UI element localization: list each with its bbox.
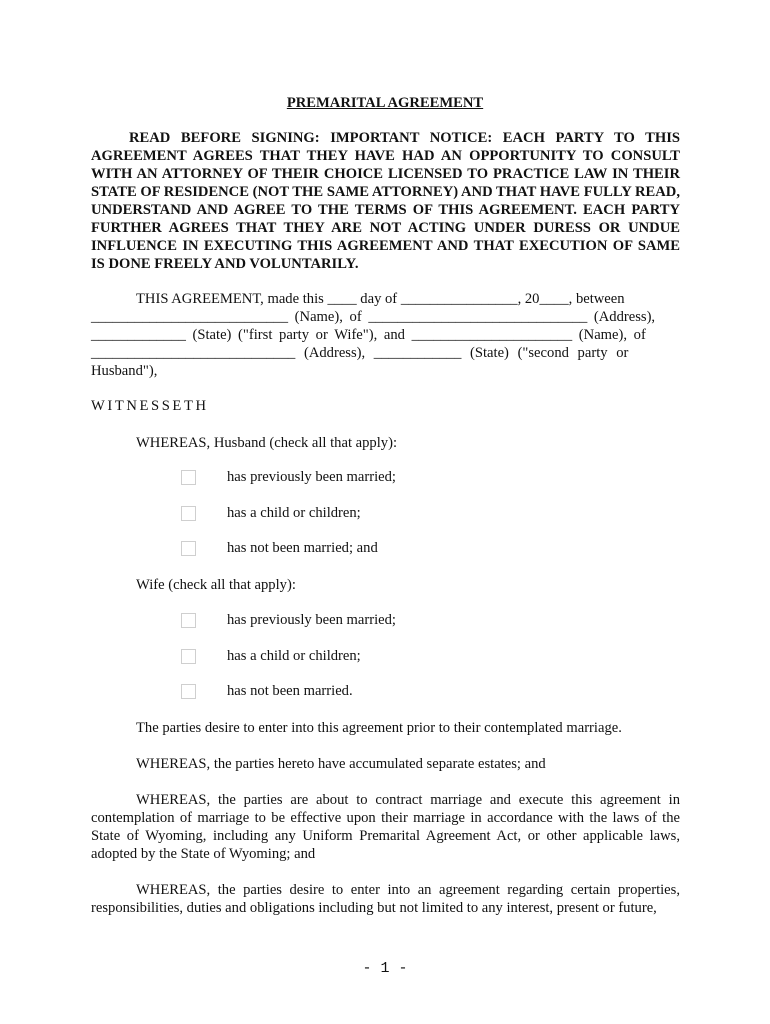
husband-children-checkbox[interactable] [181,506,196,521]
husband-option-label: has previously been married; [227,469,396,485]
wife-previously-married-checkbox[interactable] [181,613,196,628]
document-title: PREMARITAL AGREEMENT [286,95,484,111]
whereas-contract-marriage: WHEREAS, the parties are about to contract marriage and execute this agreement in contemplation of marriage to be effective upon their marriage in accordance with the laws of the State of Wyoming, including any Uniform Premarital Agreement Act, or other applicable laws, adopted by the State of Wyoming; and [91,792,680,862]
wife-children-checkbox[interactable] [181,649,196,664]
wife-not-married-checkbox[interactable] [181,684,196,699]
husband-intro: WHEREAS, Husband (check all that apply): [136,435,397,451]
husband-option-not-married[interactable] [181,539,378,557]
contemplated-marriage-text: The parties desire to enter into this agreement prior to their contemplated marriage. [136,720,622,736]
wife-option-label: has not been married. [227,683,353,699]
agreement-line-3-text: _____________ (State) ("first party or Wife"), and ______________________ (Name), of [91,327,646,343]
husband-option-children[interactable] [181,504,361,522]
agreement-line-4 [91,344,680,362]
husband-not-married-checkbox[interactable] [181,541,196,556]
agreement-line-3 [91,326,680,344]
wife-intro: Wife (check all that apply): [136,577,296,593]
page-number: - 1 - [362,960,408,977]
agreement-line-1: THIS AGREEMENT, made this ____ day of ________________, 20____, between [136,291,625,307]
agreement-line-5: Husband"), [91,363,158,379]
wife-option-previously-married[interactable] [181,611,396,629]
husband-option-previously-married[interactable] [181,468,396,486]
agreement-line-4-text: ____________________________ (Address), ____________ (State) ("second party or [91,345,629,361]
husband-option-label: has not been married; and [227,540,378,556]
agreement-parties-block [91,290,680,380]
agreement-line-2-text: ___________________________ (Name), of ______________________________ (Address), [91,309,656,325]
whereas-separate-estates: WHEREAS, the parties hereto have accumulated separate estates; and [136,756,546,772]
whereas-properties: WHEREAS, the parties desire to enter into an agreement regarding certain properties, responsibilities, duties and obligations including but not limited to any interest, present or future, [91,882,680,916]
agreement-line-2 [91,308,680,326]
wife-option-not-married[interactable] [181,682,353,700]
witnesseth-heading: WITNESSETH [91,398,209,414]
important-notice: READ BEFORE SIGNING: IMPORTANT NOTICE: EACH PARTY TO THIS AGREEMENT AGREES THAT THEY HAVE HAD AN OPPORTUNITY TO CONSULT WITH AN ATTORNEY OF THEIR CHOICE LICENSED TO PRACTICE LAW IN THEIR STATE OF RESIDENCE (NOT THE SAME ATTORNEY) AND THAT HAVE FULLY READ, UNDERSTAND AND AGREE TO THE TERMS OF THIS AGREEMENT. EACH PARTY FURTHER AGREES THAT THEY ARE NOT ACTING UNDER DURESS OR UNDUE INFLUENCE IN EXECUTING THIS AGREEMENT AND THAT EXECUTION OF SAME IS DONE FREELY AND VOLUNTARILY. [91,130,680,272]
wife-option-label: has previously been married; [227,612,396,628]
wife-option-children[interactable] [181,647,361,665]
wife-option-label: has a child or children; [227,648,361,664]
husband-option-label: has a child or children; [227,505,361,521]
husband-previously-married-checkbox[interactable] [181,470,196,485]
